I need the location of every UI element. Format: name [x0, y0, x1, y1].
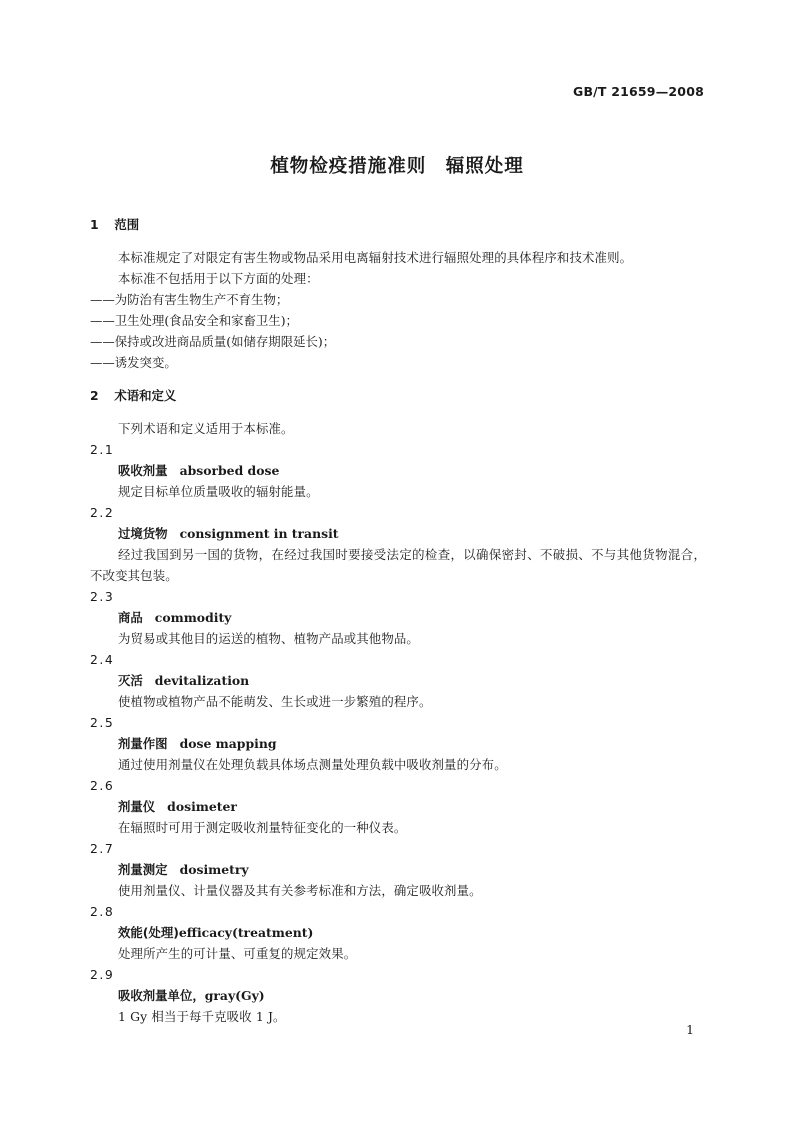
term-definition: 为贸易或其他目的运送的植物、植物产品或其他物品。: [118, 631, 419, 646]
exclusion-item: ——保持或改进商品质量(如储存期限延长)；: [90, 334, 336, 349]
term-definition: 处理所产生的可计量、可重复的规定效果。: [118, 946, 357, 961]
term-heading: [90, 670, 706, 691]
term-cn: 效能(处理): [118, 925, 179, 940]
standard-code: GB/T 21659—2008: [572, 84, 704, 99]
term-en: commodity: [154, 610, 232, 625]
term-heading: [90, 523, 706, 544]
term-cn: 吸收剂量单位，: [118, 988, 205, 1003]
section-title: 范围: [114, 217, 140, 232]
term-en: consignment in transit: [179, 526, 339, 541]
term-number: 2.3: [90, 589, 115, 604]
term-number: 2.5: [90, 715, 115, 730]
term-definition: 通过使用剂量仪在处理负载具体场点测量处理负载中吸收剂量的分布。: [118, 757, 507, 772]
exclusion-item: ——卫生处理(食品安全和家畜卫生)；: [90, 313, 298, 328]
section-2-heading: [90, 385, 706, 406]
term-cn: 剂量测定: [118, 862, 168, 877]
term-en: absorbed dose: [179, 463, 280, 478]
term-heading: [90, 460, 706, 481]
exclusion-item: ——诱发突变。: [90, 355, 177, 370]
document-title: 植物检疫措施准则 辐照处理: [270, 156, 524, 177]
term-definition: 经过我国到另一国的货物，在经过我国时要接受法定的检查，以确保密封、不破损、不与其他货物混合，不改变其包装。: [90, 547, 706, 583]
section-1-heading: [90, 214, 706, 235]
term-en: dose mapping: [179, 736, 277, 751]
term-heading: [90, 733, 706, 754]
term-en: efficacy(treatment): [178, 925, 314, 940]
term-cn: 吸收剂量: [118, 463, 168, 478]
term-heading: [90, 922, 706, 943]
scope-paragraph: 本标准规定了对限定有害生物或物品采用电离辐射技术进行辐照处理的具体程序和技术准则。: [118, 250, 633, 265]
term-number: 2.7: [90, 841, 115, 856]
section-number: 2: [90, 388, 99, 403]
term-number: 2.8: [90, 904, 115, 919]
term-number: 2.2: [90, 505, 115, 520]
term-definition: 1 Gy 相当于每千克吸收 1 J。: [118, 1009, 286, 1024]
term-cn: 剂量仪: [118, 799, 156, 814]
exclusion-item: ——为防治有害生物生产不育生物；: [90, 292, 289, 307]
term-cn: 灭活: [118, 673, 143, 688]
term-definition: 规定目标单位质量吸收的辐射能量。: [118, 484, 319, 499]
term-number: 2.1: [90, 442, 115, 457]
term-en: dosimeter: [167, 799, 237, 814]
section-number: 1: [90, 217, 99, 232]
term-en: dosimetry: [179, 862, 249, 877]
terms-intro: 下列术语和定义适用于本标准。: [118, 421, 294, 436]
term-en: gray(Gy): [204, 988, 265, 1003]
term-heading: [90, 796, 706, 817]
term-en: devitalization: [154, 673, 250, 688]
term-definition: 使用剂量仪、计量仪器及其有关参考标准和方法，确定吸收剂量。: [118, 883, 482, 898]
scope-paragraph: 本标准不包括用于以下方面的处理：: [118, 271, 319, 286]
term-number: 2.9: [90, 967, 115, 982]
document-body: [90, 214, 706, 1027]
term-heading: [90, 985, 706, 1006]
page-number: 1: [686, 1022, 694, 1037]
term-cn: 剂量作图: [118, 736, 168, 751]
term-number: 2.6: [90, 778, 115, 793]
term-heading: [90, 859, 706, 880]
term-definition: 使植物或植物产品不能萌发、生长或进一步繁殖的程序。: [118, 694, 432, 709]
section-title: 术语和定义: [114, 388, 177, 403]
term-cn: 过境货物: [118, 526, 168, 541]
term-number: 2.4: [90, 652, 115, 667]
term-cn: 商品: [118, 610, 143, 625]
term-definition: 在辐照时可用于测定吸收剂量特征变化的一种仪表。: [118, 820, 407, 835]
term-heading: [90, 607, 706, 628]
